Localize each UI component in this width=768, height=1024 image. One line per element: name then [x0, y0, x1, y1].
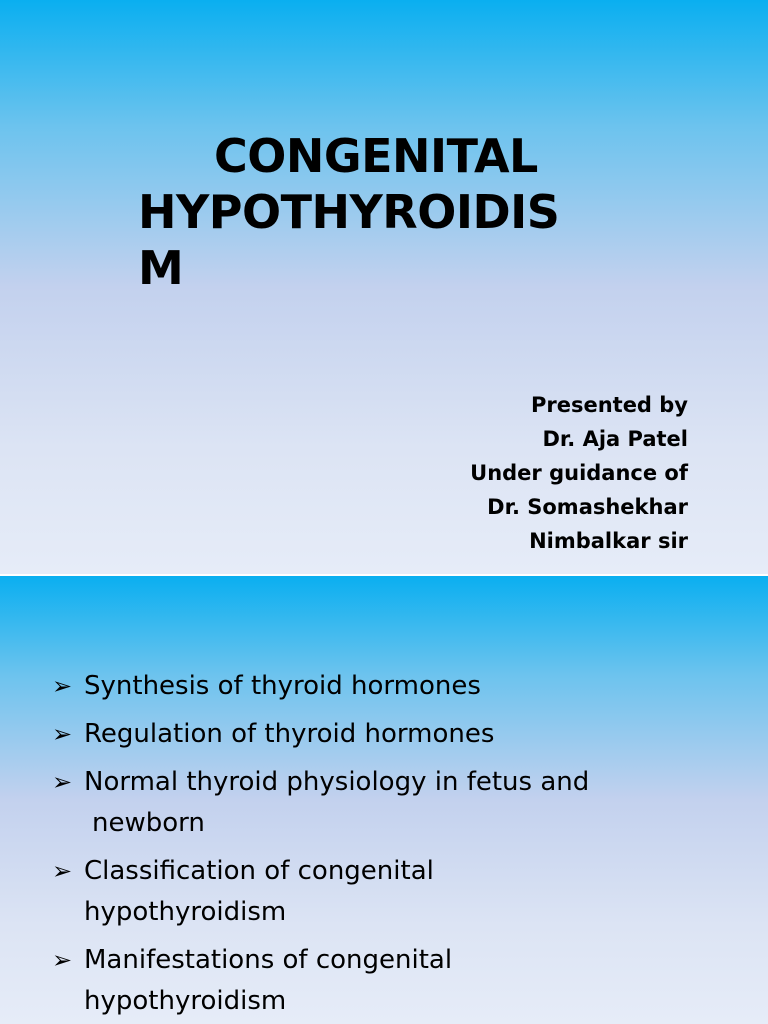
bullet-text-continuation: hypothyroidism	[84, 897, 287, 927]
bullet-text: Normal thyroid physiology in fetus and	[84, 767, 590, 797]
presenter-line: Presented by	[530, 393, 688, 417]
presenter-line: Dr. Somashekhar	[487, 495, 688, 519]
presenter-line: Nimbalkar sir	[529, 529, 688, 553]
arrow-bullet-icon: ➢	[52, 768, 73, 796]
arrow-bullet-icon: ➢	[52, 857, 73, 885]
arrow-bullet-icon: ➢	[52, 672, 73, 700]
arrow-bullet-icon: ➢	[52, 720, 73, 748]
title-line: M	[138, 241, 184, 296]
title-line: CONGENITAL	[214, 129, 538, 183]
bullet-item	[52, 762, 589, 844]
bullet-item	[52, 666, 589, 707]
presenter-line: Dr. Aja Patel	[542, 427, 688, 451]
slide-title	[138, 128, 598, 296]
bullet-text: Regulation of thyroid hormones	[84, 719, 495, 749]
bullet-text-continuation: hypothyroidism	[84, 986, 287, 1016]
bullet-item	[52, 940, 589, 1022]
title-line: HYPOTHYROIDIS	[138, 185, 560, 240]
presenter-block	[470, 388, 688, 558]
presenter-line: Under guidance of	[470, 461, 688, 485]
bullet-item	[52, 851, 589, 933]
bullet-text-continuation: newborn	[92, 808, 205, 838]
bullet-text: Synthesis of thyroid hormones	[84, 671, 481, 701]
bullet-list	[52, 666, 589, 1024]
outline-slide	[0, 576, 768, 1024]
arrow-bullet-icon: ➢	[52, 946, 73, 974]
bullet-text: Manifestations of congenital	[84, 945, 453, 975]
bullet-text: Classification of congenital	[84, 856, 434, 886]
bullet-item	[52, 714, 589, 755]
